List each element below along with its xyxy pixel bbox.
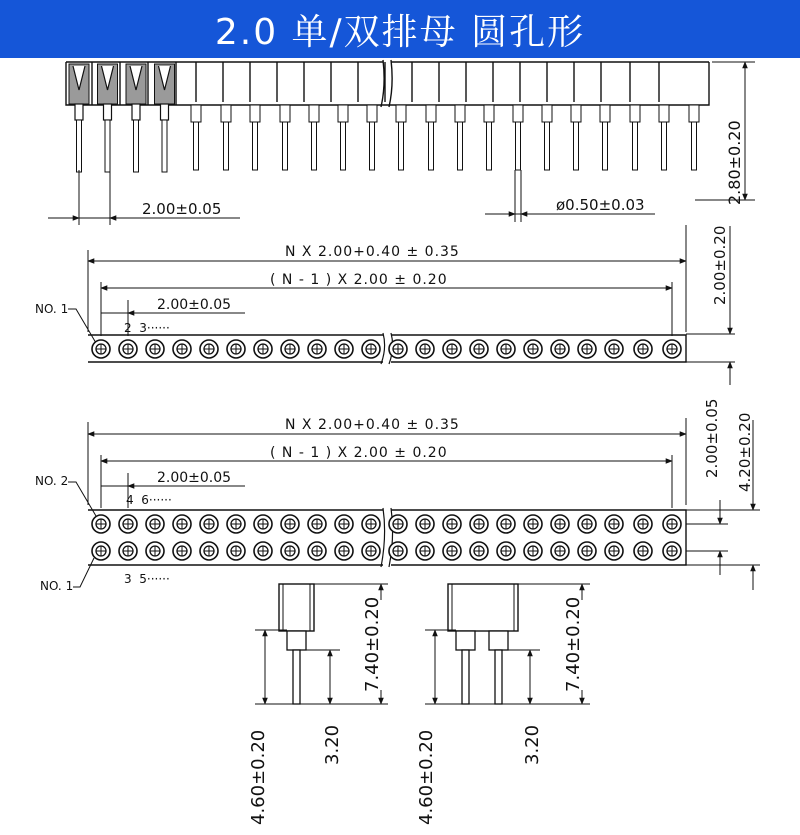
pin xyxy=(283,122,288,170)
pin-shoulder xyxy=(630,105,640,122)
page-title: 2.0 单/双排母 圆孔形 xyxy=(214,11,586,53)
single-pitch-label: 2.00±0.05 xyxy=(157,297,232,313)
pin xyxy=(341,122,346,170)
double-overall-label: 4.60±0.20 xyxy=(416,729,437,825)
pin xyxy=(134,120,139,172)
pin xyxy=(399,122,404,170)
double-total-height-label: 7.40±0.20 xyxy=(563,596,584,692)
pin-shoulder xyxy=(571,105,581,122)
pin-shoulder xyxy=(309,105,319,122)
pin-shoulder xyxy=(689,105,699,122)
hole-grid xyxy=(88,508,686,567)
pin-shoulder xyxy=(191,105,201,122)
pin xyxy=(224,122,229,170)
pin-shoulder xyxy=(367,105,377,122)
pin1-label: NO. 1 xyxy=(35,302,69,316)
pin-shoulder xyxy=(542,105,552,122)
pin xyxy=(545,122,550,170)
double-tail-label: 3.20 xyxy=(522,724,543,765)
single-overall-label: 4.60±0.20 xyxy=(248,729,269,825)
single-width-label: 2.00±0.20 xyxy=(711,225,729,305)
single-span-label: ( N - 1 ) X 2.00 ± 0.20 xyxy=(270,272,448,288)
break-line xyxy=(381,508,393,567)
pin-diameter-label: ø0.50±0.03 xyxy=(556,196,645,214)
pin-shoulder xyxy=(75,104,83,120)
pin xyxy=(162,120,167,172)
break-line xyxy=(381,60,392,107)
pin-shoulder xyxy=(132,104,140,120)
pin-shoulder xyxy=(484,105,494,122)
side-pitch-label: 2.00±0.05 xyxy=(142,200,222,218)
double-span-label: ( N - 1 ) X 2.00 ± 0.20 xyxy=(270,445,448,461)
single-total-height-label: 7.40±0.20 xyxy=(362,596,383,692)
pin xyxy=(429,122,434,170)
top-sequence-label: 4 6······ xyxy=(126,493,172,507)
bottom-sequence-label: 3 5······ xyxy=(124,572,170,586)
pin xyxy=(633,122,638,170)
pin-shoulder xyxy=(221,105,231,122)
pin xyxy=(574,122,579,170)
pin1-label-double: NO. 1 xyxy=(40,579,74,593)
pin-shoulder xyxy=(104,104,112,120)
pin xyxy=(194,122,199,170)
pin xyxy=(603,122,608,170)
double-width-label: 4.20±0.20 xyxy=(736,412,754,492)
pin-shoulder xyxy=(600,105,610,122)
single-tail-label: 3.20 xyxy=(322,724,343,765)
pin-shoulder xyxy=(338,105,348,122)
single-length-label: N X 2.00+0.40 ± 0.35 xyxy=(285,244,460,260)
row-pitch-label: 2.00±0.05 xyxy=(703,398,721,478)
pin-shoulder xyxy=(513,105,523,122)
pin-shoulder xyxy=(396,105,406,122)
pin xyxy=(662,122,667,170)
pin-sequence-label: 2 3······ xyxy=(124,321,170,335)
pin xyxy=(487,122,492,170)
pin xyxy=(516,122,521,170)
pin xyxy=(253,122,258,170)
pin xyxy=(692,122,697,170)
pin-shoulder xyxy=(659,105,669,122)
pin-shoulder xyxy=(426,105,436,122)
pin2-label: NO. 2 xyxy=(35,474,69,488)
pin-shoulder xyxy=(161,104,169,120)
pin xyxy=(77,120,82,172)
side-view xyxy=(48,60,755,225)
pin xyxy=(458,122,463,170)
single-row-view xyxy=(35,225,735,385)
hole-row xyxy=(88,333,686,364)
double-row-view xyxy=(35,399,760,593)
pin-shoulder xyxy=(455,105,465,122)
double-pitch-label: 2.00±0.05 xyxy=(157,470,232,486)
pin-shoulder xyxy=(250,105,260,122)
pin xyxy=(312,122,317,170)
pin xyxy=(370,122,375,170)
pin xyxy=(105,120,110,172)
pin-shoulder xyxy=(280,105,290,122)
height-dimension-label: 2.80±0.20 xyxy=(725,120,744,205)
double-length-label: N X 2.00+0.40 ± 0.35 xyxy=(285,417,460,433)
